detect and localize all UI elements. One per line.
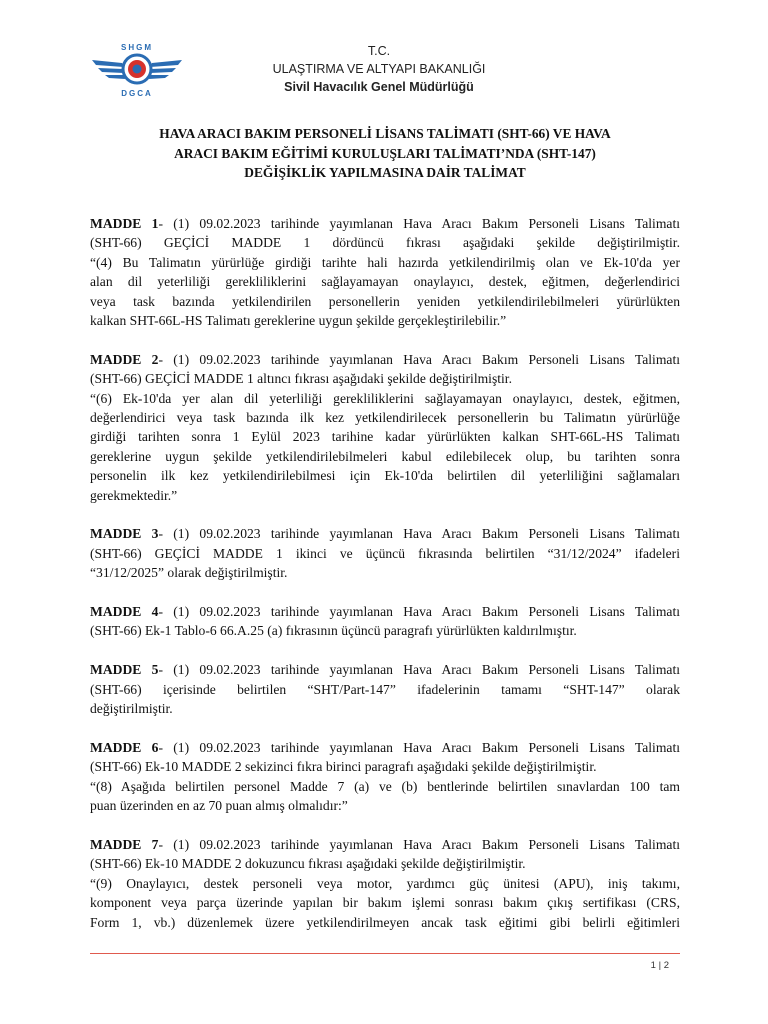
title-line: HAVA ARACI BAKIM PERSONELİ LİSANS TALİMATI (SHT-66) VE HAVA bbox=[159, 126, 611, 141]
document-title bbox=[90, 124, 680, 183]
article-line: Form 1, vb.) düzenlemek üzere yetkilendirilmeyen ancak task eğitimi gibi belirli eğitimleri bbox=[90, 914, 680, 930]
article-line: veya task bazında yetkilendirilen personellerin yeniden yetkilendirilebilmeleri yürürlükten bbox=[90, 293, 680, 309]
article-line: MADDE 3- (1) 09.02.2023 tarihinde yayımlanan Hava Aracı Bakım Personeli Lisans Talimatı bbox=[90, 526, 680, 542]
article-label: MADDE 3 bbox=[90, 526, 159, 542]
article-line: alan dil yeterliliği gerekliliklerini sağlayamayan onaylayıcı, destek, eğitmen, değerlendirici bbox=[90, 274, 680, 290]
article-line: MADDE 1- (1) 09.02.2023 tarihinde yayımlanan Hava Aracı Bakım Personeli Lisans Talimatı bbox=[90, 216, 680, 231]
article-line: (SHT-66) Ek-10 MADDE 2 sekizinci fıkra birinci paragrafı aşağıdaki şekilde değiştirilmiştir. bbox=[90, 759, 597, 775]
article-6 bbox=[90, 738, 680, 816]
article-1 bbox=[90, 214, 680, 330]
article-label: MADDE 2 bbox=[90, 351, 159, 367]
article-3 bbox=[90, 524, 680, 582]
article-line: MADDE 6- (1) 09.02.2023 tarihinde yayımlanan Hava Aracı Bakım Personeli Lisans Talimatı bbox=[90, 739, 680, 755]
article-line: gereklerine uygun şekilde yetkilendirilebilmeleri kabul edilebilecek olup, bu tarihten sonra bbox=[90, 448, 680, 464]
header-tc: T.C. bbox=[367, 44, 391, 58]
article-label: MADDE 1 bbox=[90, 216, 159, 231]
article-line: değiştirilmiştir. bbox=[90, 701, 173, 717]
header-ministry: ULAŞTIRMA VE ALTYAPI BAKANLIĞI bbox=[272, 62, 486, 76]
article-label: MADDE 7 bbox=[90, 836, 159, 852]
article-line: “(9) Onaylayıcı, destek personeli veya motor, yardımcı güç ünitesi (APU), iniş takımı, bbox=[90, 875, 680, 891]
article-label: MADDE 6 bbox=[90, 739, 159, 755]
article-line: puan üzerinden en az 70 puan almış olmalıdır:” bbox=[90, 798, 348, 814]
article-7 bbox=[90, 835, 680, 932]
article-line: (SHT-66) Ek-1 Tablo-6 66.A.25 (a) fıkrasının üçüncü paragrafı yürürlükten kaldırılmıştır. bbox=[90, 623, 577, 639]
article-line: MADDE 4- (1) 09.02.2023 tarihinde yayımlanan Hava Aracı Bakım Personeli Lisans Talimatı bbox=[90, 604, 680, 620]
shgm-dgca-logo bbox=[88, 38, 186, 100]
article-2 bbox=[90, 350, 680, 505]
title-line: ARACI BAKIM EĞİTİMİ KURULUŞLARI TALİMATI’NDA (SHT-147) bbox=[174, 145, 596, 161]
footer-rule bbox=[90, 953, 680, 954]
article-line: komponent veya parça üzerinde yapılan bir bakım işlemi sonrası bakım çıkış sertifikası (CRS, bbox=[90, 895, 680, 911]
article-line: (SHT-66) Ek-10 MADDE 2 dokuzuncu fıkrası aşağıdaki şekilde değiştirilmiştir. bbox=[90, 856, 526, 872]
article-line: personelin ilk kez yetkilendirilebilmesi için Ek-10'da belirtilen dil yeterliliğini sağlamaları bbox=[90, 468, 680, 484]
article-label: MADDE 5 bbox=[90, 662, 159, 678]
article-line: “(4) Bu Talimatın yürürlüğe girdiği tarihte hali hazırda yetkilendirilmiş olan ve Ek-10'da yer bbox=[90, 254, 680, 270]
article-line: MADDE 2- (1) 09.02.2023 tarihinde yayımlanan Hava Aracı Bakım Personeli Lisans Talimatı bbox=[90, 351, 680, 367]
header-department: Sivil Havacılık Genel Müdürlüğü bbox=[284, 80, 474, 94]
article-line: MADDE 5- (1) 09.02.2023 tarihinde yayımlanan Hava Aracı Bakım Personeli Lisans Talimatı bbox=[90, 662, 680, 678]
article-line: MADDE 7- (1) 09.02.2023 tarihinde yayımlanan Hava Aracı Bakım Personeli Lisans Talimatı bbox=[90, 836, 680, 852]
title-line: DEĞİŞİKLİK YAPILMASINA DAİR TALİMAT bbox=[244, 165, 526, 180]
page-number: 1 | 2 bbox=[650, 960, 669, 971]
article-line: “(8) Aşağıda belirtilen personel Madde 7 (a) ve (b) bentlerinde belirtilen sınavlardan 100 tam bbox=[90, 778, 680, 794]
article-line: (SHT-66) içerisinde belirtilen “SHT/Part-147” ifadelerinin tamamı “SHT-147” olarak bbox=[90, 681, 680, 697]
article-line: gerekmektedir.” bbox=[90, 487, 178, 503]
article-line: (SHT-66) GEÇİCİ MADDE 1 dördüncü fıkrası aşağıdaki şekilde değiştirilmiştir. bbox=[90, 235, 680, 251]
article-line: “(6) Ek-10'da yer alan dil yeterliliği gerekliliklerini sağlayamayan onaylayıcı, destek, eğitmen, bbox=[90, 390, 680, 406]
article-line: kalkan SHT-66L-HS Talimatı gereklerine uygun şekilde gerçekleştirilebilir.” bbox=[90, 313, 507, 329]
logo-bottom-text: DGCA bbox=[121, 89, 153, 98]
article-line: “31/12/2025” olarak değiştirilmiştir. bbox=[90, 565, 288, 581]
document-body bbox=[90, 214, 680, 951]
article-5 bbox=[90, 660, 680, 718]
article-line: (SHT-66) GEÇİCİ MADDE 1 ikinci ve üçüncü fıkrasında belirtilen “31/12/2024” ifadeleri bbox=[90, 545, 680, 561]
article-line: değerlendirici veya task bazında ilk kez yetkilendirilecek personellerin bu Talimatın yürürlüğe bbox=[90, 410, 680, 426]
article-line: (SHT-66) GEÇİCİ MADDE 1 altıncı fıkrası aşağıdaki şekilde değiştirilmiştir. bbox=[90, 371, 512, 387]
article-label: MADDE 4 bbox=[90, 604, 159, 620]
article-line: girdiği tarihten sonra 1 Eylül 2023 tarihine kadar yürürlükten kalkan SHT-66L-HS Talimatı bbox=[90, 429, 680, 445]
article-4 bbox=[90, 602, 680, 641]
logo-top-text: SHGM bbox=[121, 43, 153, 52]
